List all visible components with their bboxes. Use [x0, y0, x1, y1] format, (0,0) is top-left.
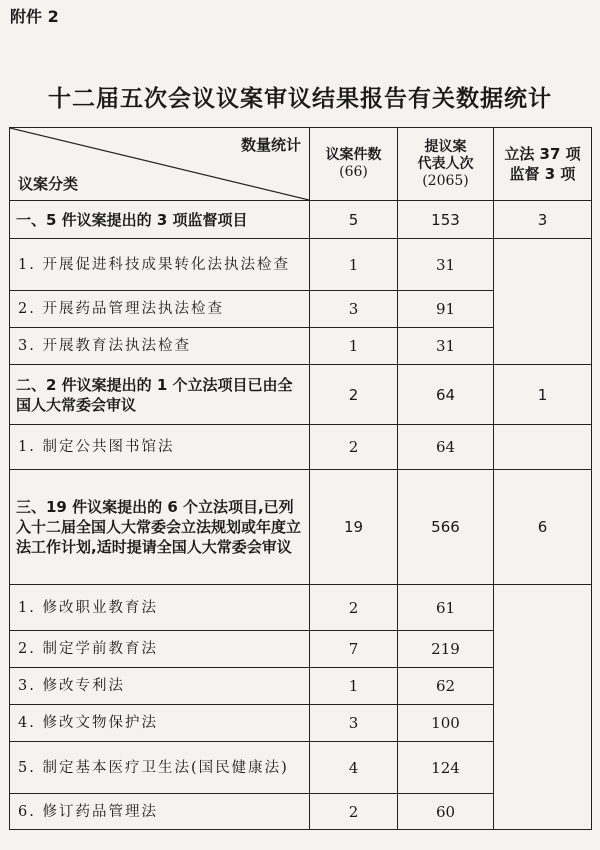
item-count: 2: [310, 425, 398, 470]
item-reps: 31: [398, 239, 494, 291]
category-reps: 64: [398, 365, 494, 425]
item-count: 7: [310, 631, 398, 668]
item-label: 2. 开展药品管理法执法检查: [10, 291, 310, 328]
item-label: 6. 修订药品管理法: [10, 794, 310, 830]
item-count: 3: [310, 291, 398, 328]
item-row: [10, 425, 592, 470]
blank-cell: [494, 425, 592, 470]
item-reps: 61: [398, 585, 494, 631]
item-label: 5. 制定基本医疗卫生法(国民健康法): [10, 742, 310, 794]
item-count: 2: [310, 794, 398, 830]
item-count: 3: [310, 705, 398, 742]
category-row: [10, 470, 592, 585]
category-count: 19: [310, 470, 398, 585]
item-reps: 124: [398, 742, 494, 794]
statistics-table: [9, 127, 592, 830]
item-row: [10, 585, 592, 631]
header-reps-column: [398, 128, 494, 201]
category-reps: 566: [398, 470, 494, 585]
item-count: 1: [310, 328, 398, 365]
header-reps-line1: 提议案: [424, 138, 467, 155]
item-label: 3. 开展教育法执法检查: [10, 328, 310, 365]
item-count: 1: [310, 239, 398, 291]
header-reps-total: (2065): [422, 172, 469, 189]
item-reps: 100: [398, 705, 494, 742]
header-row: [10, 128, 592, 201]
item-reps: 64: [398, 425, 494, 470]
merged-blank-cell: [494, 585, 592, 830]
header-category-label: 议案分类: [18, 175, 79, 193]
item-reps: 60: [398, 794, 494, 830]
category-total: 3: [494, 201, 592, 239]
item-label: 1. 修改职业教育法: [10, 585, 310, 631]
item-label: 1. 开展促进科技成果转化法执法检查: [10, 239, 310, 291]
category-label: 一、5 件议案提出的 3 项监督项目: [10, 201, 310, 239]
category-count: 2: [310, 365, 398, 425]
item-row: [10, 239, 592, 291]
category-row: [10, 201, 592, 239]
category-label: 二、2 件议案提出的 1 个立法项目已由全国人大常委会审议: [10, 365, 310, 425]
item-reps: 91: [398, 291, 494, 328]
item-reps: 219: [398, 631, 494, 668]
attachment-label: 附件 2: [10, 7, 59, 26]
header-quantity-label: 数量统计: [240, 136, 301, 154]
page-title: 十二届五次会议议案审议结果报告有关数据统计: [48, 86, 552, 112]
category-label: 三、19 件议案提出的 6 个立法项目,已列入十二届全国人大常委会立法规划或年度立法工作计划,适时提请全国人大常委会审议: [10, 470, 310, 585]
category-row: [10, 365, 592, 425]
item-count: 4: [310, 742, 398, 794]
header-count-label: 议案件数: [325, 147, 382, 163]
category-count: 5: [310, 201, 398, 239]
category-total: 1: [494, 365, 592, 425]
item-label: 4. 修改文物保护法: [10, 705, 310, 742]
item-reps: 62: [398, 668, 494, 705]
merged-blank-cell: [494, 239, 592, 365]
header-count-total: (66): [339, 164, 368, 180]
item-count: 2: [310, 585, 398, 631]
header-reps-line2: 代表人次: [417, 155, 474, 172]
header-count-column: [310, 128, 398, 201]
item-count: 1: [310, 668, 398, 705]
header-legislation-count: 立法 37 项: [504, 145, 581, 163]
item-label: 2. 制定学前教育法: [10, 631, 310, 668]
item-reps: 31: [398, 328, 494, 365]
diagonal-header-cell: [10, 128, 310, 201]
item-label: 3. 修改专利法: [10, 668, 310, 705]
header-summary-column: [494, 128, 592, 201]
category-total: 6: [494, 470, 592, 585]
header-supervision-count: 监督 3 项: [509, 165, 576, 183]
item-label: 1. 制定公共图书馆法: [10, 425, 310, 470]
category-reps: 153: [398, 201, 494, 239]
